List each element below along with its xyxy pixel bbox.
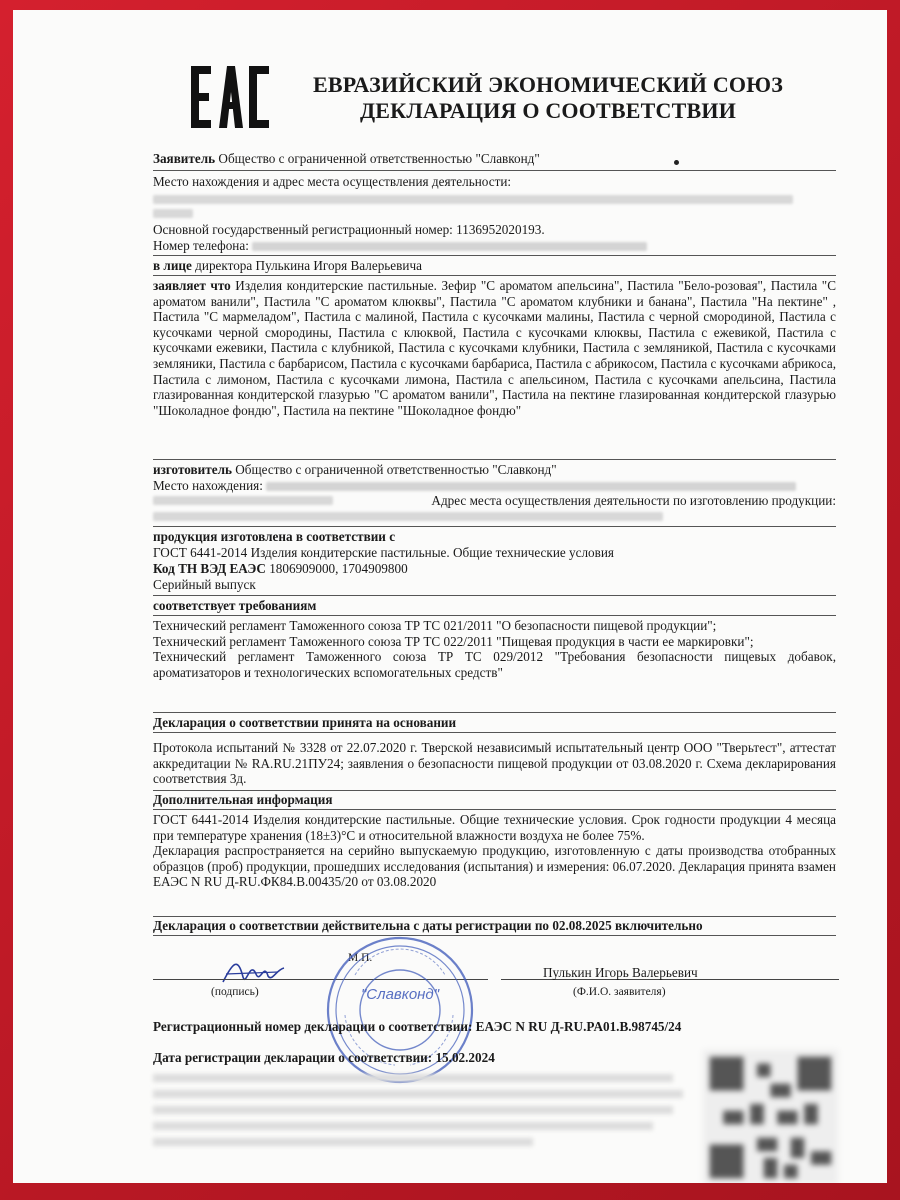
- address-label: Место нахождения и адрес места осуществления деятельности:: [153, 174, 512, 189]
- signatory-name: Пулькин Игорь Валерьевич: [543, 965, 698, 980]
- signature-caption: (подпись): [211, 986, 259, 998]
- divider: [153, 615, 836, 616]
- applicant-label: Заявитель: [153, 151, 216, 166]
- requirements-label: соответствует требованиям: [153, 598, 317, 613]
- requirement-item: Технический регламент Таможенного союза ТР ТС 021/2011 "О безопасности пищевой продукции";: [153, 618, 717, 633]
- additional-info-text: [153, 812, 836, 890]
- divider: [153, 275, 836, 276]
- redacted-location: [266, 482, 796, 491]
- redacted-footer: [153, 1106, 673, 1114]
- redacted-footer: [153, 1138, 533, 1146]
- divider: [153, 732, 836, 733]
- stamp-text: "Славконд": [360, 986, 440, 1003]
- represented-by-line: [153, 258, 836, 274]
- basis-text: Протокола испытаний № 3328 от 22.07.2020 г. Тверской независимый испытательный центр ООО "Тверьтест", аттестат аккредитации № RA.RU.21ПУ24; заявления о безопасности пищевой продукции от 03.08.2020 г. Схема декларирования соответствия 3д.: [153, 740, 836, 787]
- phone-label: Номер телефона:: [153, 238, 249, 253]
- divider: [153, 790, 836, 791]
- requirements-text: [153, 618, 836, 680]
- applicant-line: [153, 151, 836, 167]
- redacted-footer: [153, 1122, 653, 1130]
- declaration-document: [13, 10, 887, 1183]
- tn-ved-line: [153, 561, 836, 577]
- divider: [153, 809, 836, 810]
- ogrn-line: Основной государственный регистрационный номер: 1136952020193.: [153, 222, 545, 237]
- manufacturer-location: [153, 478, 836, 494]
- declares-block: [153, 278, 836, 418]
- divider: [153, 459, 836, 460]
- represented-by-value: директора Пулькина Игоря Валерьевича: [195, 258, 422, 273]
- divider: [153, 916, 836, 917]
- represented-by-label: в лице: [153, 258, 192, 273]
- requirement-item: Технический регламент Таможенного союза ТР ТС 029/2012 "Требования безопасности пищевых добавок, ароматизаторов и технологических вспомогательных средств": [153, 649, 836, 680]
- validity-line: Декларация о соответствии действительна с даты регистрации по 02.08.2025 включительно: [153, 918, 703, 933]
- tn-ved-value: 1806909000, 1704909800: [269, 561, 408, 576]
- redacted-production-address: [153, 512, 663, 521]
- divider: [153, 255, 836, 256]
- additional-paragraph: ГОСТ 6441-2014 Изделия кондитерские пастильные. Общие технические условия. Срок годности продукции 4 месяца при температуре хранения (18±3)°С и относительной влажности воздуха не более 75%.: [153, 812, 836, 843]
- redacted-phone: [252, 242, 647, 251]
- redacted-footer: [153, 1074, 673, 1082]
- applicant-value: Общество с ограниченной ответственностью "Славконд": [218, 151, 540, 166]
- registration-number: Регистрационный номер декларации о соответствии: ЕАЭС N RU Д-RU.PA01.B.98745/24: [153, 1019, 682, 1034]
- divider: [153, 935, 836, 936]
- manufacturer-label: изготовитель: [153, 462, 232, 477]
- declaration-title: ДЕКЛАРАЦИЯ О СООТВЕТСТВИИ: [359, 98, 737, 123]
- additional-paragraph: Декларация распространяется на серийно выпускаемую продукцию, изготовленную с даты производства отобранных образцов (проб) продукции, прошедших исследования (испытания) и измерения: 06.07.2020. Декларация принята взамен ЕАЭС N RU Д-RU.ФК84.В.00435/20 от 03.08.2020: [153, 843, 836, 890]
- divider: [153, 595, 836, 596]
- redacted-footer: [153, 1090, 683, 1098]
- stamp-place-label: М.П.: [348, 952, 373, 964]
- declares-label: заявляет что: [153, 278, 231, 293]
- eac-logo: [183, 62, 275, 132]
- tn-ved-label: Код ТН ВЭД ЕАЭС: [153, 561, 266, 576]
- registration-date: Дата регистрации декларации о соответствии: 15.02.2024: [153, 1050, 495, 1065]
- qr-code-icon: [703, 1050, 838, 1183]
- basis-label: Декларация о соответствии принята на основании: [153, 715, 457, 730]
- divider: [153, 170, 836, 171]
- name-caption: (Ф.И.О. заявителя): [573, 986, 666, 998]
- document-header: [283, 72, 813, 124]
- location-label: Место нахождения:: [153, 478, 263, 493]
- union-title: ЕВРАЗИЙСКИЙ ЭКОНОМИЧЕСКИЙ СОЮЗ: [312, 72, 784, 97]
- phone-line: [153, 238, 836, 254]
- standard-value: ГОСТ 6441-2014 Изделия кондитерские пастильные. Общие технические условия: [153, 545, 615, 560]
- redacted-address: [153, 195, 793, 204]
- serial-production: Серийный выпуск: [153, 577, 256, 592]
- requirement-item: Технический регламент Таможенного союза ТР ТС 022/2011 "Пищевая продукция в части ее маркировки";: [153, 633, 754, 649]
- divider: [153, 526, 836, 527]
- manufacturer-value: Общество с ограниченной ответственностью "Славконд": [235, 462, 557, 477]
- declares-text: Изделия кондитерские пастильные. Зефир "С ароматом апельсина", Пастила "Бело-розовая", Пастила "С ароматом ванили", Пастила "С ароматом клюквы", Пастила "С ароматом клубники и банана", Пастила "На пектине" , Пастила "С мармеладом", Пастила с малиной, Пастила с кусочками малины, Пастила с черной смородиной, Пастила с кусочками черной смородины, Пастила с клюквой, Пастила с кусочками клюквы, Пастила с ежевикой, Пастила с кусочками ежевики, Пастила с клубникой, Пастила с кусочками клубники, Пастила с земляникой, Пастила с кусочками земляники, Пастила с барбарисом, Пастила с кусочками барбариса, Пастила с абрикосом, Пастила с кусочками абрикоса, Пастила с лимоном, Пастила с кусочками лимона, Пастила с апельсином, Пастила с кусочками апельсина, Пастила глазированная кондитерской глазурью "С ароматом ванили", Пастила на пектине глазированная кондитерской глазурью "Шоколадное фондю", Пастила на пектине "Шоколадное фондю": [153, 278, 836, 418]
- produced-according-label: продукция изготовлена в соответствии с: [153, 529, 396, 544]
- redacted-address: [153, 209, 193, 218]
- additional-info-label: Дополнительная информация: [153, 792, 333, 807]
- divider: [153, 712, 836, 713]
- production-address-label: Адрес места осуществления деятельности по изготовлению продукции:: [431, 493, 836, 508]
- manufacturer-line: [153, 462, 836, 478]
